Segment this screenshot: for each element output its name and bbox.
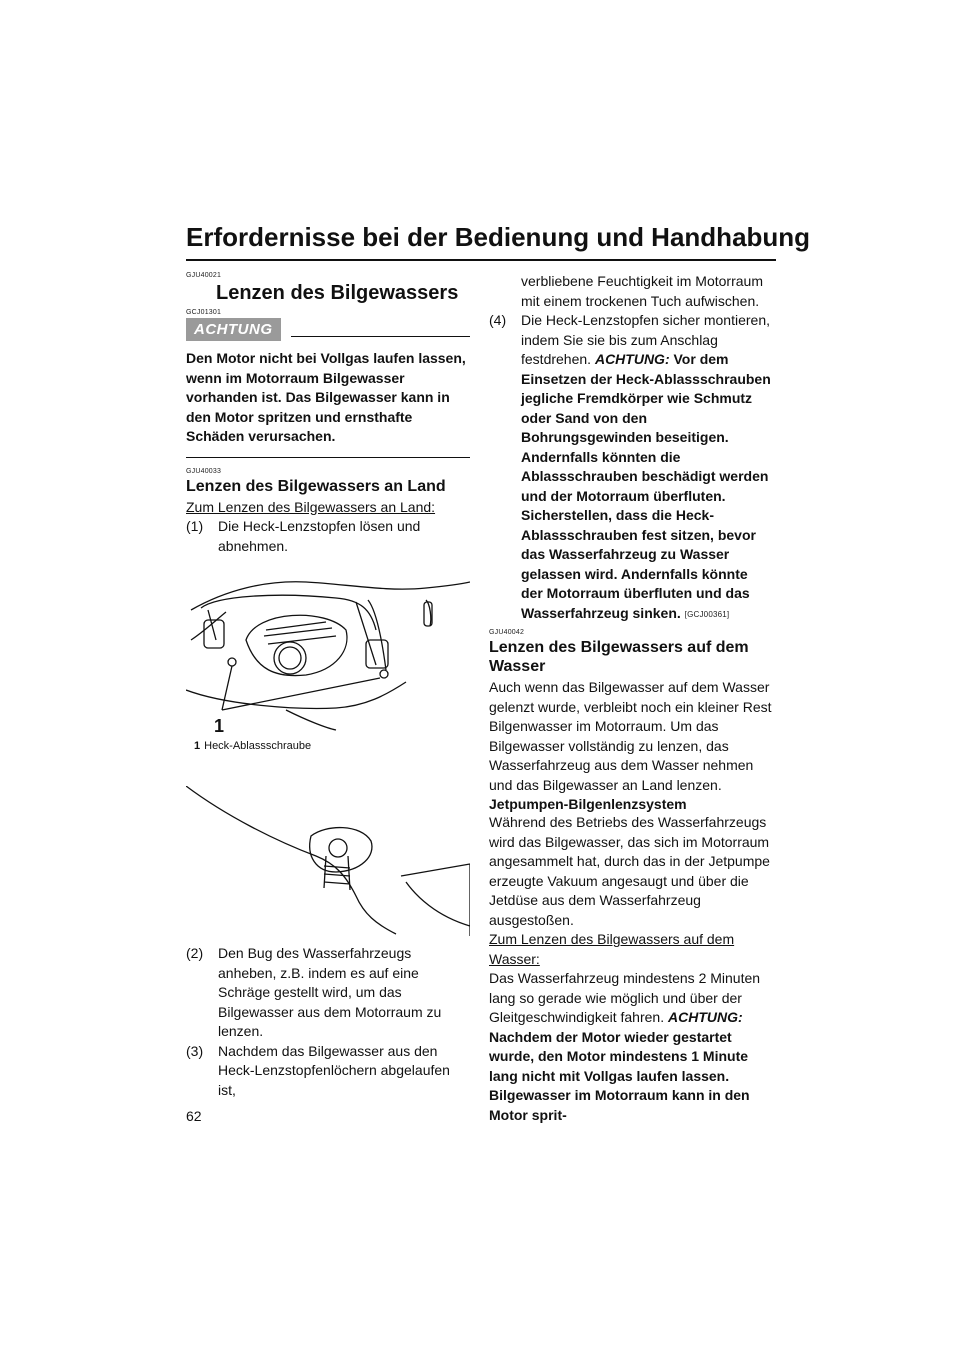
step-1	[186, 517, 470, 556]
subsection-code: GJU40033	[186, 467, 222, 475]
step-number: (4)	[489, 312, 507, 328]
inline-caution-text: Vor dem Einsetzen der Heck-Ablassschrauben jegliche Fremdkörper wie Schmutz oder Sand von den Bohrungsgewinden beseitigen. Andernfalls könnten die Ablassschrauben beschädigt werden und der Motorraum überfluten. Sicherstellen, dass die Heck-Ablassschrauben fest sitzen, bevor das Wasserfahrzeug zu Wasser gelassen wird. Andernfalls könnte der Motorraum überfluten und das Wasserfahrzeug sinken.	[521, 351, 771, 621]
drain-screw-figure	[186, 570, 470, 740]
procedure-title: Zum Lenzen des Bilgewassers auf dem Wasser:	[489, 931, 735, 967]
subheading: Jetpumpen-Bilgenlenzsystem	[489, 796, 687, 812]
step-text: verbliebene Feuchtigkeit im Motorraum mit einem trockenen Tuch aufwischen.	[521, 273, 763, 309]
section-heading: Lenzen des Bilgewassers	[216, 282, 459, 304]
step-4	[489, 311, 773, 623]
paragraph-text: Das Wasserfahrzeug mindestens 2 Minuten lang so gerade wie möglich und über der Gleitgeschwindigkeit fahren.	[489, 970, 761, 1025]
subsection-heading: Lenzen des Bilgewassers auf dem Wasser	[489, 639, 749, 675]
inline-caution-label: ACHTUNG:	[594, 351, 670, 367]
procedure-title: Zum Lenzen des Bilgewassers an Land:	[186, 498, 436, 515]
header-rule	[186, 259, 776, 261]
caution-ref-code: [GCJ00361]	[684, 609, 730, 619]
paragraph	[489, 969, 773, 1125]
step-text: Die Heck-Lenzstopfen lösen und abnehmen.	[218, 518, 421, 554]
figure-label: 1	[214, 716, 225, 736]
step-text: Nachdem das Bilgewasser aus den Heck-Lenzstopfenlöchern abgelaufen ist,	[218, 1042, 450, 1098]
figure-caption	[194, 740, 470, 752]
paragraph: Auch wenn das Bilgewasser auf dem Wasser gelenzt wurde, verbleibt noch ein kleiner Rest Bilgenwasser im Motorraum. Um das Bilgewasser vollständig zu lenzen, das Wasserfahrzeug aus dem Wasser nehmen und das Bilgewasser an Land lenzen.	[489, 679, 772, 793]
bow-drain-figure	[186, 786, 470, 936]
caption-text: Heck-Ablassschraube	[204, 740, 312, 752]
step-number: (3)	[186, 1042, 204, 1059]
section-code: GJU40021	[186, 272, 222, 279]
step-2	[186, 944, 470, 1042]
page-title: Erfordernisse bei der Bedienung und Handhabung	[186, 222, 811, 252]
step-3	[186, 1042, 470, 1101]
step-number: (1)	[186, 518, 204, 534]
inline-caution-text: Nachdem der Motor wieder gestartet wurde, den Motor mindestens 1 Minute lang nicht mit Vollgas laufen lassen. Bilgewasser im Motorraum kann in den Motor sprit-	[489, 1028, 750, 1123]
step-text: Den Bug des Wasserfahrzeugs anheben, z.B. indem es auf eine Schräge gestellt wird, um das Bilgewasser aus dem Motorraum zu lenzen.	[218, 945, 442, 1039]
caption-number: 1	[194, 740, 201, 752]
paragraph: Während des Betriebs des Wasserfahrzeugs wird das Bilgewasser, das sich im Motorraum angesammelt hat, durch das in der Jetpumpe erzeugte Vakuum angesaugt und über die Jetdüse aus dem Wasserfahrzeug ausgestoßen.	[489, 814, 770, 928]
inline-caution-label: ACHTUNG:	[668, 1009, 743, 1025]
caution-end-rule	[186, 457, 470, 458]
page-number: 62	[186, 1108, 202, 1124]
caution-header	[186, 318, 470, 341]
right-column	[489, 272, 773, 1125]
step-text: Die Heck-Lenzstopfen sicher montieren, indem Sie sie bis zum Anschlag festdrehen.	[521, 312, 771, 367]
caution-rule	[291, 336, 471, 337]
subsection-heading: Lenzen des Bilgewassers an Land	[186, 477, 446, 495]
caution-label: ACHTUNG	[186, 318, 281, 341]
left-column	[186, 272, 470, 1100]
step-3-continued	[489, 272, 773, 311]
step-number: (2)	[186, 945, 204, 961]
subsection-code: GJU40042	[489, 629, 525, 636]
caution-text: Den Motor nicht bei Vollgas laufen lassen, wenn im Motorraum Bilgewasser vorhanden ist. Das Bilgewasser kann in den Motor spritzen und ernsthafte Schäden verursachen.	[186, 350, 466, 444]
caution-code: GCJ01301	[186, 309, 222, 316]
